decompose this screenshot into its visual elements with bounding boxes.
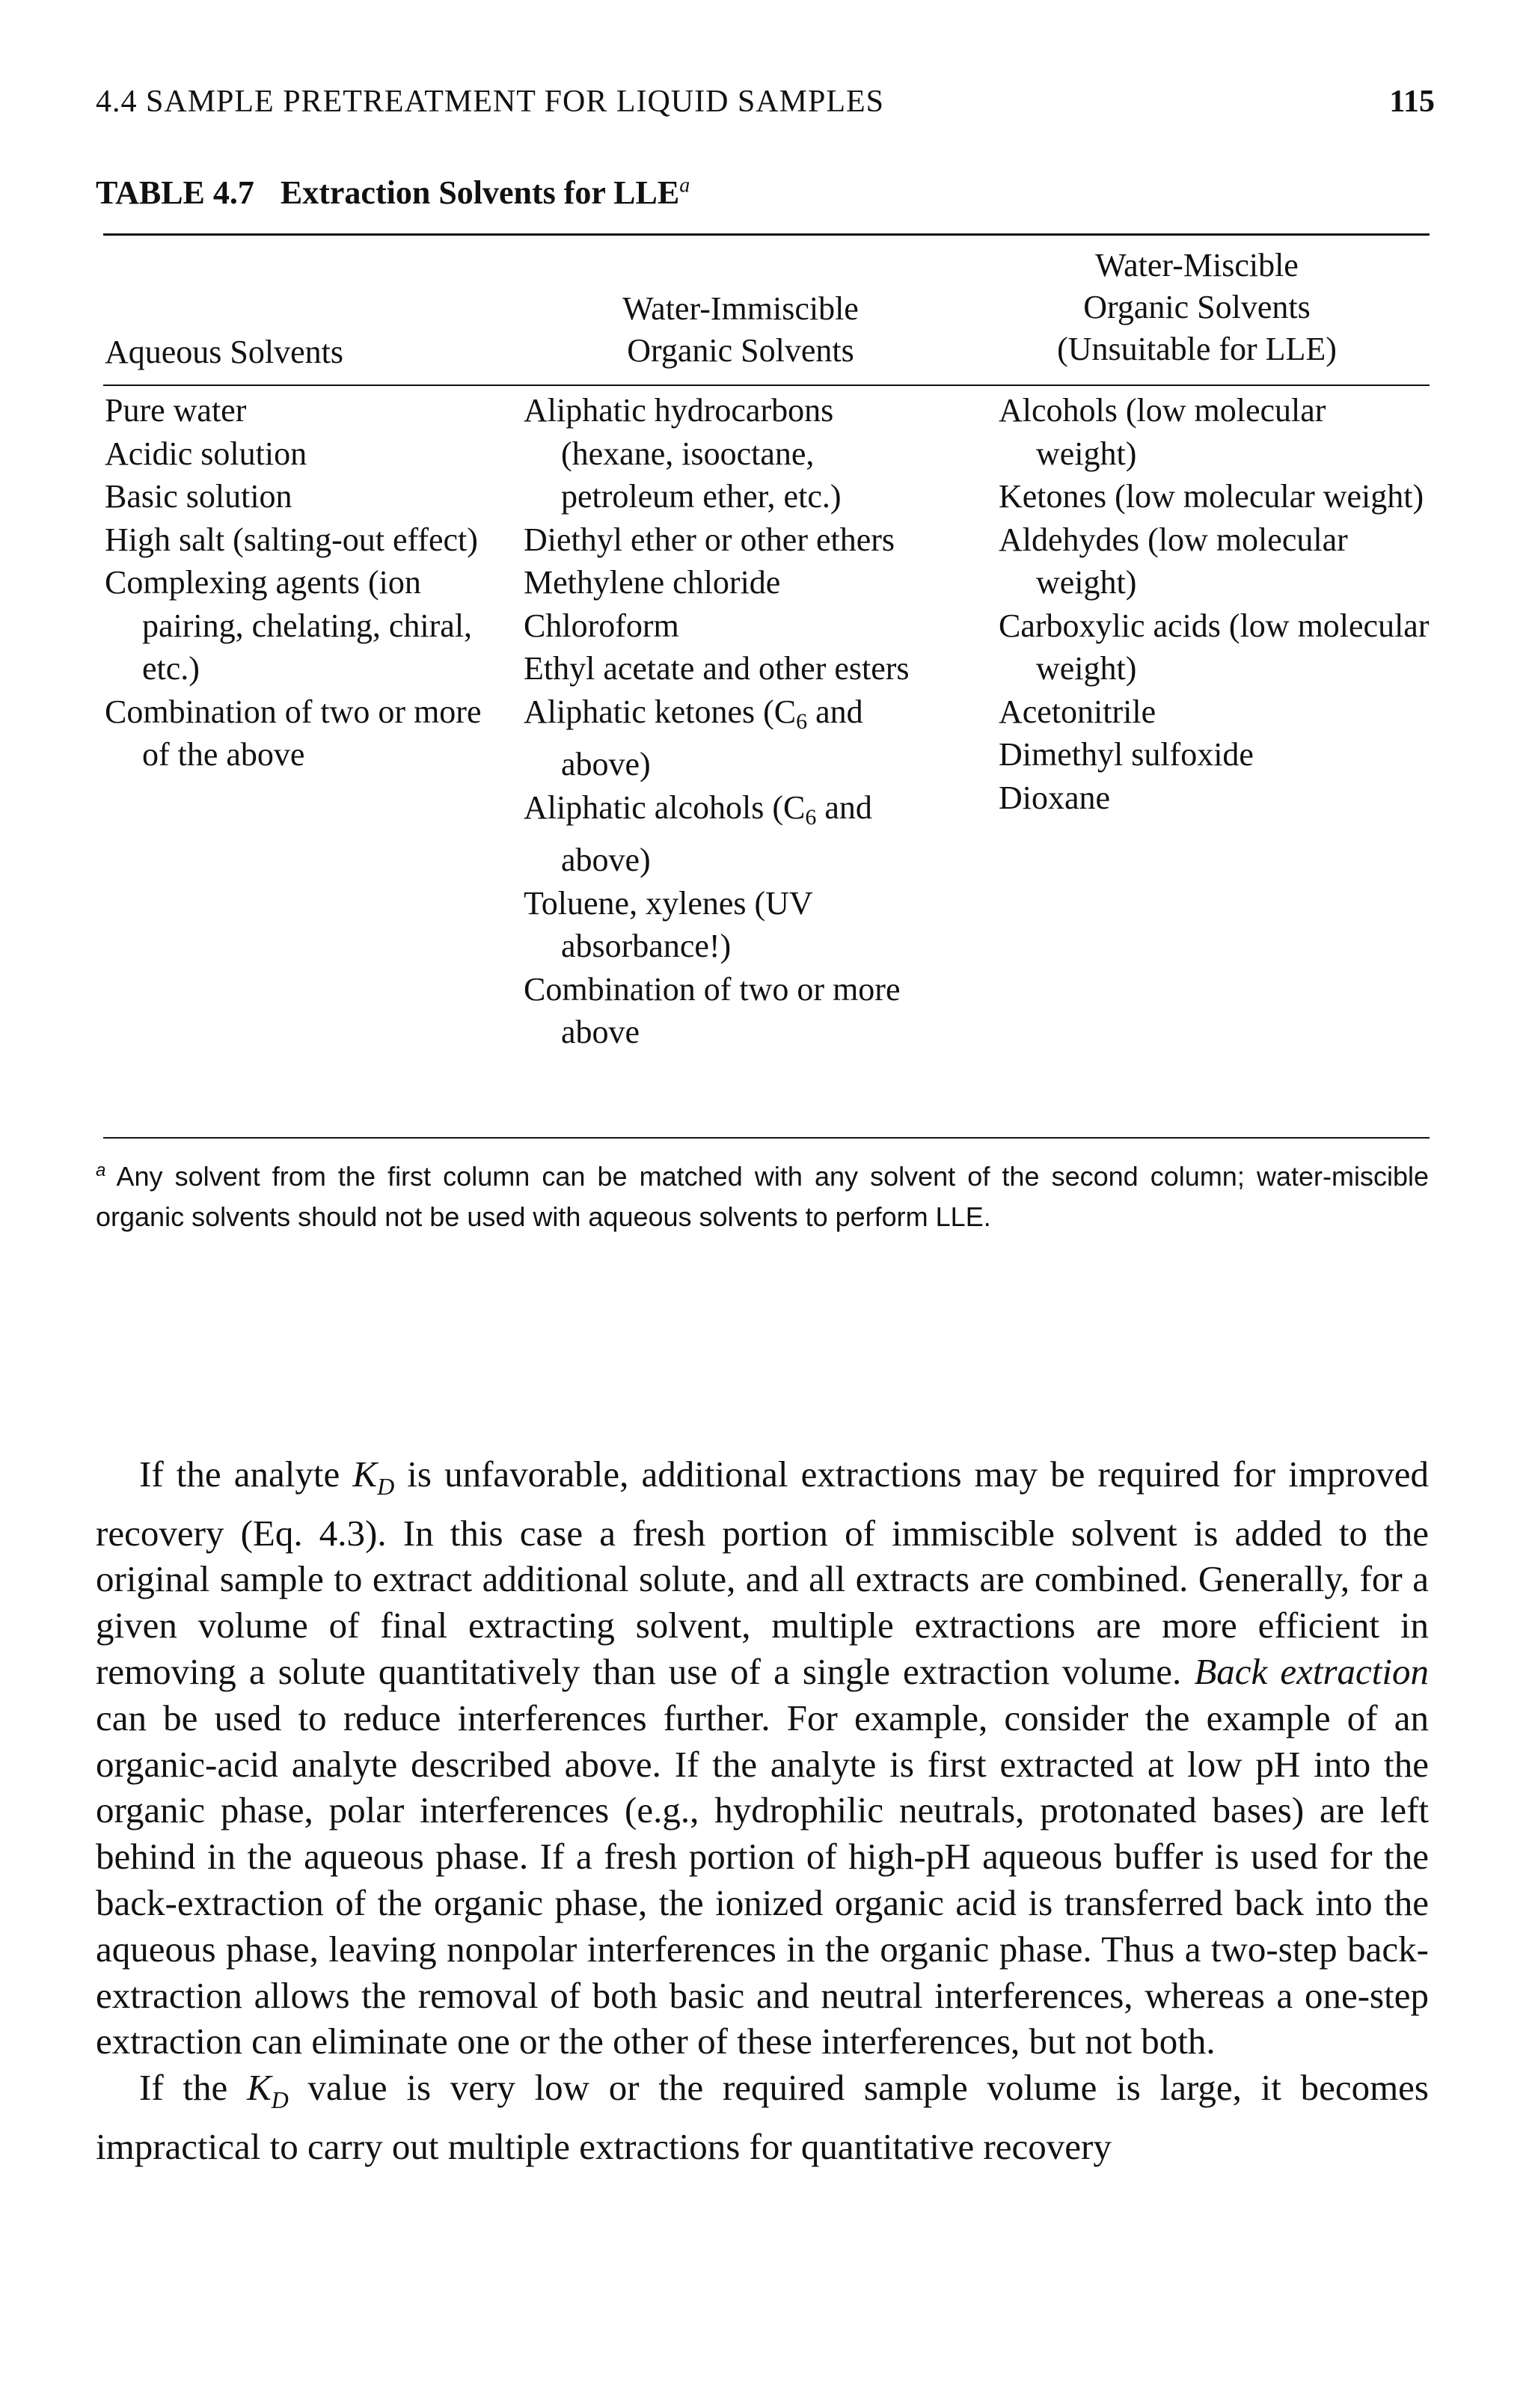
entry-text: Aliphatic alcohols (C <box>524 788 806 826</box>
column-header-line: Water-Miscible <box>1095 247 1299 284</box>
subscript: 6 <box>796 708 808 734</box>
kd-symbol <box>246 2067 289 2113</box>
table-header-rule <box>103 385 1430 386</box>
text-run: value is very low or the required sample volume is large, it becomes impractical to carry out multiple extractions for quantitative recovery <box>96 2067 1429 2167</box>
table-footnote <box>96 1151 1429 1237</box>
paragraph <box>96 1451 1429 2065</box>
immiscible-solvent-entry: Methylene chloride <box>524 564 781 601</box>
column-header-line: Aqueous Solvents <box>105 334 343 370</box>
table-bottom-rule <box>103 1137 1430 1139</box>
immiscible-solvent-entry: Diethyl ether or other ethers <box>524 521 895 558</box>
column-header-line: Organic Solvents <box>627 332 854 369</box>
aqueous-solvent-entry: Acidic solution <box>105 435 307 472</box>
page-number: 115 <box>1389 85 1435 119</box>
miscible-solvent-entry: Carboxylic acids (low molecular weight) <box>999 607 1430 687</box>
entry-text: Aliphatic ketones (C <box>524 693 797 730</box>
footnote-marker: a <box>96 1160 106 1180</box>
miscible-solvent-entry: Dimethyl sulfoxide <box>999 736 1254 773</box>
miscible-solvent-entry: Aldehydes (low molecular weight) <box>999 521 1348 601</box>
entry-text: and above) <box>561 693 863 782</box>
kd-letter: K <box>246 2067 272 2109</box>
footnote-text: Any solvent from the first column can be matched with any solvent of the second column; water-miscible organic solvents should not be used with aqueous solvents to perform LLE. <box>96 1161 1429 1232</box>
immiscible-solvents-list <box>524 389 943 1054</box>
table-title: Extraction Solvents for LLE <box>280 174 680 211</box>
table-title-footnote-marker: a <box>679 174 690 197</box>
column-header-line: (Unsuitable for LLE) <box>1057 331 1337 367</box>
text-run: If the analyte <box>139 1453 353 1495</box>
emphasis-term: Back extraction <box>1194 1650 1429 1692</box>
aqueous-solvent-entry: Pure water <box>105 392 247 429</box>
aqueous-solvent-entry: High salt (salting-out effect) <box>105 521 478 558</box>
text-run: is unfavorable, additional extractions may be required for improved recovery (Eq. 4.3). In this case a fresh portion of immiscible solvent is added to the original sample to extract additional solute, and all extracts are combined. Generally, for a given volume of final extracting solvent, multiple extractions are more efficient in removing a solute quantitatively than use of a single extraction volume. <box>96 1453 1429 1692</box>
aqueous-solvent-entry: Combination of two or more of the above <box>105 693 482 773</box>
miscible-solvent-entry: Acetonitrile <box>999 693 1156 730</box>
table-top-rule <box>103 233 1430 236</box>
kd-letter: K <box>352 1453 378 1495</box>
miscible-solvents-list <box>999 389 1433 819</box>
paragraph <box>96 2065 1429 2169</box>
immiscible-solvent-entry <box>524 690 943 786</box>
aqueous-solvents-list <box>105 389 494 776</box>
body-text <box>96 1451 1429 2170</box>
immiscible-solvent-entry: Ethyl acetate and other esters <box>524 650 910 687</box>
aqueous-solvent-entry: Complexing agents (ion pairing, chelating, chiral, etc.) <box>105 564 473 687</box>
column-header-aqueous <box>105 331 343 373</box>
miscible-solvent-entry: Dioxane <box>999 779 1111 816</box>
column-header-miscible <box>980 245 1414 370</box>
table-caption <box>96 174 690 212</box>
table-label: TABLE 4.7 <box>96 174 254 211</box>
text-run: If the <box>139 2067 247 2109</box>
aqueous-solvent-entry: Basic solution <box>105 478 292 515</box>
miscible-solvent-entry: Ketones (low molecular weight) <box>999 478 1424 515</box>
immiscible-solvent-entry: Toluene, xylenes (UV absorbance!) <box>524 884 812 964</box>
kd-symbol <box>352 1453 395 1500</box>
immiscible-solvent-entry: Combination of two or more above <box>524 970 901 1050</box>
running-head: 4.4 SAMPLE PRETREATMENT FOR LIQUID SAMPLES <box>96 85 884 119</box>
page-header <box>96 84 1435 129</box>
kd-subscript: D <box>377 1472 395 1500</box>
entry-text: and above) <box>561 788 872 878</box>
immiscible-solvent-entry: Chloroform <box>524 607 679 644</box>
text-run: can be used to reduce interferences further. For example, consider the example of an organic-acid analyte described above. If the analyte is first extracted at low pH into the organic phase, polar interferences (e.g., hydrophilic neutrals, protonated bases) are left behind in the aqueous phase. If a fresh portion of high-pH aqueous buffer is used for the back-extraction of the organic phase, the ionized organic acid is transferred back into the aqueous phase, leaving nonpolar interferences in the organic phase. Thus a two-step back-extraction allows the removal of both basic and neutral interferences, whereas a one-step extraction can eliminate one or the other of these interferences, but not both. <box>96 1697 1429 2062</box>
immiscible-solvent-entry: Aliphatic hydrocarbons (hexane, isooctane, petroleum ether, etc.) <box>524 392 842 515</box>
column-header-line: Water-Immiscible <box>622 290 859 327</box>
subscript: 6 <box>805 804 817 830</box>
column-header-immiscible <box>583 288 898 372</box>
miscible-solvent-entry: Alcohols (low molecular weight) <box>999 392 1326 472</box>
column-header-line: Organic Solvents <box>1083 289 1311 325</box>
kd-subscript: D <box>271 2086 289 2113</box>
immiscible-solvent-entry <box>524 786 943 882</box>
